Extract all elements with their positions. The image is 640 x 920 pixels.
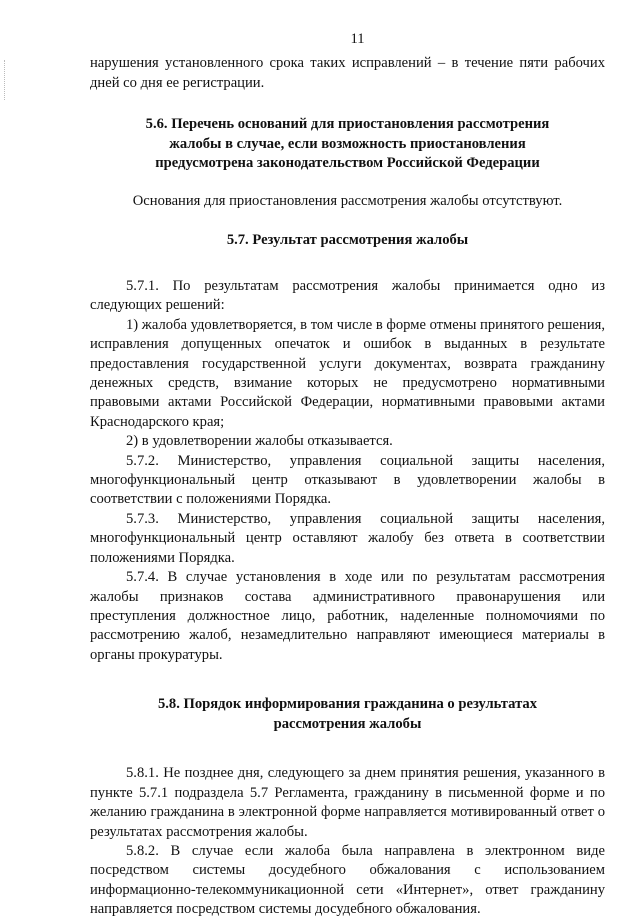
paragraph-5-7-2: 5.7.2. Министерство, управления социальной защиты населения, многофункциональный центр отказывают в удовлетворении жалобы в соответствии с положениями Порядка. xyxy=(90,452,605,508)
paragraph-5-8-2: 5.8.2. В случае если жалоба была направлена в электронном виде посредством системы досудебного обжалования с использованием информационно-телекоммуникационной сети «Интернет», ответ гражданину направляется посредством системы досудебного обжалования. xyxy=(90,842,605,918)
continuation-paragraph: нарушения установленного срока таких исправлений – в течение пяти рабочих дней со дня ее регистрации. xyxy=(90,55,605,91)
paragraph-5-7-1-option-1: 1) жалоба удовлетворяется, в том числе в форме отмены принятого решения, исправления допущенных опечаток и ошибок в выданных в результате предоставления государственной услуги документах, возврата гражданину денежных средств, взимание которых не предусмотрено нормативными правовыми актами Российской Федерации, нормативными правовыми актами Краснодарского края; xyxy=(90,316,605,430)
scan-margin-marks xyxy=(4,60,7,100)
section-5-6-heading: 5.6. Перечень оснований для приостановления рассмотрения жалобы в случае, если возможность приостановления предусмотрена законодательством Российской Федерации xyxy=(145,116,550,172)
paragraph-5-7-3: 5.7.3. Министерство, управления социальной защиты населения, многофункциональный центр оставляют жалобу без ответа в соответствии положениями Порядка. xyxy=(90,510,605,566)
paragraph-5-8-1: 5.8.1. Не позднее дня, следующего за днем принятия решения, указанного в пункте 5.7.1 подраздела 5.7 Регламента, гражданину в письменной форме и по желанию гражданина в электронной форме направляется мотивированный ответ о результатах рассмотрения жалобы. xyxy=(90,765,605,840)
document-page xyxy=(90,30,605,920)
paragraph-5-7-1: 5.7.1. По результатам рассмотрения жалобы принимается одно из следующих решений: xyxy=(90,278,605,314)
section-5-8 xyxy=(90,695,605,919)
section-5-8-heading: 5.8. Порядок информирования гражданина о результатах рассмотрения жалобы xyxy=(157,696,538,732)
paragraph-5-7-4: 5.7.4. В случае установления в ходе или по результатам рассмотрения жалобы признаков состава административного правонарушения или преступления должностное лицо, работник, наделенные полномочиями по рассмотрению жалоб, незамедлительно направляют имеющиеся материалы в органы прокуратуры. xyxy=(90,569,605,663)
section-5-7-heading: 5.7. Результат рассмотрения жалобы xyxy=(226,232,469,249)
paragraph-5-7-1-option-2: 2) в удовлетворении жалобы отказывается. xyxy=(126,433,393,450)
section-5-7 xyxy=(90,231,605,665)
section-5-6-text: Основания для приостановления рассмотрения жалобы отсутствуют. xyxy=(132,193,563,209)
page-number: 11 xyxy=(350,31,365,47)
section-5-6 xyxy=(90,115,605,211)
